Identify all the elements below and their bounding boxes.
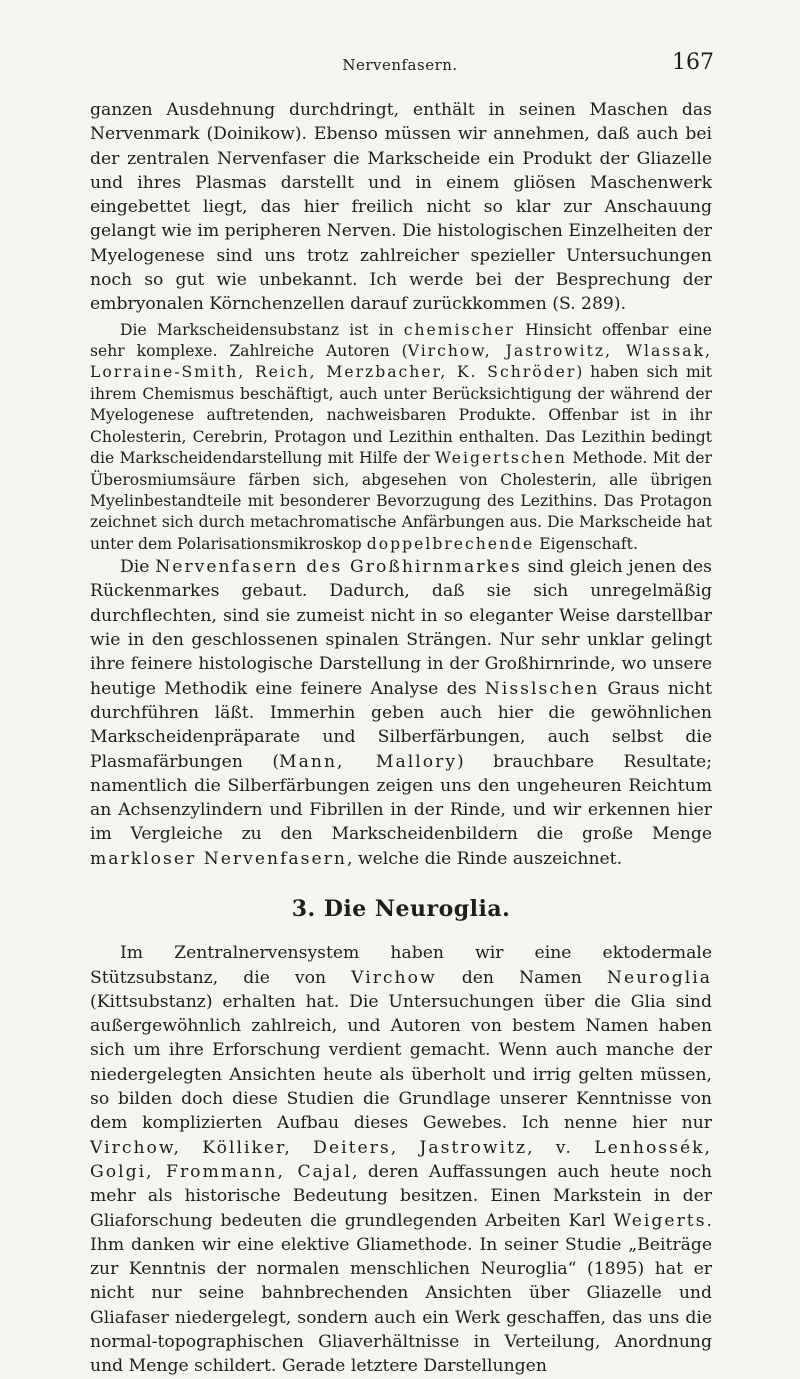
emphasis: Neuroglia (606, 967, 712, 988)
author-name: Nisslschen (484, 678, 600, 699)
text-run: Die Markscheidensubstanz ist in (120, 320, 404, 339)
text-run: , welche die Rinde auszeichnet. (346, 848, 623, 869)
author-name: Virchow (351, 967, 437, 988)
paragraph-neuroglia (90, 941, 712, 1378)
author-names: Virchow, Kölliker, Deiters, Jastrowitz, v. Lenhossék, Golgi, Frommann, Cajal (90, 1137, 712, 1182)
text-run: Methode. Mit der Überosmiumsäure färben sich, abgesehen von Cholesterin, alle übrigen Myelinbestandteile mit besonderer Bevorzugung des Lezithins. Das Protagon zeichnet sich durch metachromatische Anfärbungen aus. Die Markscheide hat unter dem Polarisationsmikroskop (90, 449, 712, 553)
running-title: Nervenfasern. (342, 56, 458, 74)
paragraph-chemistry (90, 320, 712, 555)
text-run: Im Zentralnervensystem haben wir eine ektodermale Stützsubstanz, die von (90, 943, 712, 988)
author-names: Virchow, Jastrowitz, Wlassak, Lorraine-Smith, Reich, Merzbacher, K. Schröder (90, 342, 712, 382)
text-run: sind gleich jenen des Rückenmarkes gebaut. Dadurch, daß sie sich unregelmäßig durchflechten, sind sie zumeist nicht in so eleganter Weise darstellbar wie in den geschlossenen spinalen Strängen. Nur sehr unklar gelingt ihre feinere histologische Darstellung in der Großhirnrinde, wo unsere heutige Methodik eine feinere Analyse des (90, 557, 712, 699)
page-number: 167 (672, 50, 714, 75)
emphasis: chemischer (403, 320, 516, 339)
text-run: Graus nicht durchführen läßt. Immerhin geben auch hier die gewöhnlichen Markscheidenpräparate und Silberfärbungen, auch selbst die Plasmafärbungen ( (90, 678, 712, 772)
running-head (0, 50, 800, 80)
author-names: Mann, Mallory (279, 751, 458, 772)
author-name: Weigerts (613, 1210, 707, 1231)
author-name: Weigertschen (435, 449, 567, 468)
text-run: Eigenschaft. (534, 534, 638, 553)
text-run: Hinsicht offenbar eine sehr komplexe. Zahlreiche Autoren ( (90, 320, 712, 361)
body-text (90, 98, 712, 1379)
text-run: ) brauchbare Resultate; namentlich die Silberfärbungen zeigen uns den ungeheuren Reichtum an Achsenzylindern und Fibrillen in der Rinde, und wir erkennen hier im Vergleiche zu den Markscheidenbildern die große Menge (90, 751, 712, 845)
paragraph-continuation: ganzen Ausdehnung durchdringt, enthält in seinen Maschen das Nervenmark (Doinikow). Ebenso müssen wir annehmen, daß auch bei der zentralen Nervenfaser die Markscheide ein Produkt der Gliazelle und ihres Plasmas darstellt und in einem gliösen Maschenwerk eingebettet liegt, das hier freilich nicht so klar zur Anschauung gelangt wie im peripheren Nerven. Die histologischen Einzelheiten der Myelogenese sind uns trotz zahlreicher spezieller Untersuchungen noch so gut wie unbekannt. Ich werde bei der Besprechung der embryonalen Körnchenzellen darauf zurückkommen (S. 289). (90, 100, 712, 315)
text-run: den Namen (436, 967, 607, 988)
text-run: (Kittsubstanz) erhalten hat. Die Untersuchungen über die Glia sind außergewöhnlich zahlreich, und Autoren von bestem Namen haben sich um ihre Erforschung verdient gemacht. Wenn auch manche der niedergelegten Ansichten heute als überholt und irrig gelten müssen, so bilden doch diese Studien die Grundlage unserer Kenntnisse von dem komplizierten Aufbau dieses Gewebes. Ich nenne hier nur (90, 991, 712, 1134)
section-heading: 3. Die Neuroglia. (291, 896, 511, 922)
emphasis: Nervenfasern des Großhirnmarkes (155, 557, 522, 578)
paragraph-grosshirn (90, 555, 712, 871)
emphasis: markloser Nervenfasern (90, 848, 347, 869)
text-run: . Ihm danken wir eine elektive Gliamethode. In seiner Studie „Beiträge zur Kenntnis der normalen menschlichen Neuroglia“ (1895) hat er nicht nur seine bahnbrechenden Ansichten über Gliazelle und Gliafaser niedergelegt, sondern auch ein Werk geschaffen, das uns die normal-topographischen Gliaverhältnisse in Verteilung, Anordnung und Menge schildert. Gerade letztere Darstellungen (90, 1210, 712, 1377)
text-run: , deren Auffassungen auch heute noch mehr als historische Bedeutung besitzen. Einen Markstein in der Gliaforschung bedeuten die grundlegenden Arbeiten Karl (90, 1161, 712, 1231)
text-run: Die (120, 557, 156, 578)
text-run: ) haben sich mit ihrem Chemismus beschäftigt, auch unter Berücksichtigung der während der Myelogenese auftretenden, nachweisbaren Produkte. Offenbar ist in ihr Cholesterin, Cerebrin, Protagon und Lezithin enthalten. Das Lezithin bedingt die Markscheidendarstellung mit Hilfe der (90, 363, 712, 468)
emphasis: doppelbrechende (366, 534, 535, 553)
